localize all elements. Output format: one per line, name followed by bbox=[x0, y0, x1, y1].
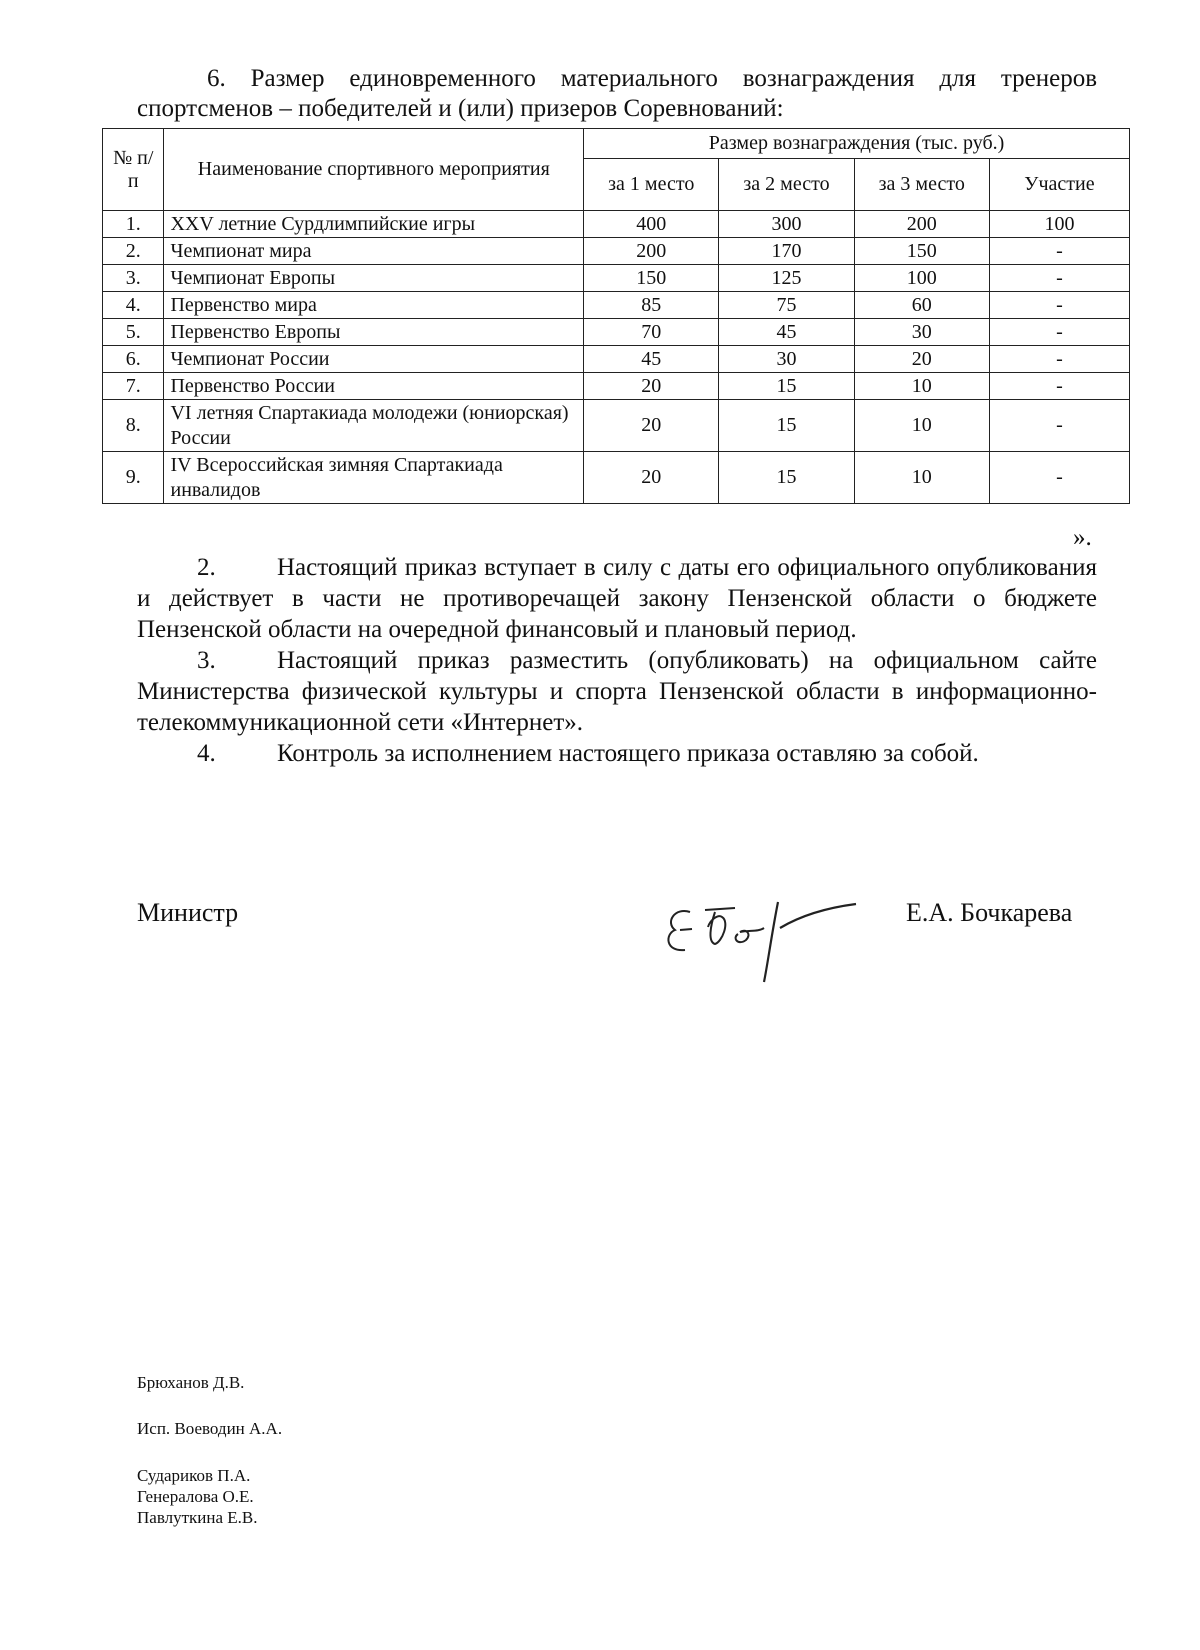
row-num: 9. bbox=[103, 452, 164, 504]
row-place-2: 15 bbox=[719, 452, 854, 504]
signatory-title: Министр bbox=[137, 898, 239, 927]
footer-line-1: Брюханов Д.В. bbox=[137, 1373, 245, 1392]
header-event-name: Наименование спортивного мероприятия bbox=[164, 129, 584, 211]
row-place-2: 300 bbox=[719, 211, 854, 238]
row-place-3: 30 bbox=[854, 319, 989, 346]
row-place-1: 200 bbox=[584, 238, 719, 265]
table-row bbox=[103, 373, 1130, 400]
row-place-2: 15 bbox=[719, 400, 854, 452]
row-event: Чемпионат Европы bbox=[164, 265, 584, 292]
row-place-1: 20 bbox=[584, 400, 719, 452]
row-place-2: 125 bbox=[719, 265, 854, 292]
row-participation: - bbox=[989, 373, 1129, 400]
table-row bbox=[103, 400, 1130, 452]
row-participation: - bbox=[989, 400, 1129, 452]
row-place-2: 45 bbox=[719, 319, 854, 346]
row-place-3: 60 bbox=[854, 292, 989, 319]
row-place-1: 20 bbox=[584, 373, 719, 400]
order-item-2 bbox=[137, 552, 1097, 645]
footer-executor: Исп. Воеводин А.А. bbox=[137, 1419, 283, 1438]
signatory-name: Е.А. Бочкарева bbox=[906, 898, 1073, 927]
header-place-2: за 2 место bbox=[719, 159, 854, 211]
section-6-intro: 6. Размер единовременного материального вознаграждения для тренеров спортсменов – победителей и (или) призеров Соревнований: bbox=[137, 65, 1097, 122]
row-event: Первенство России bbox=[164, 373, 584, 400]
row-participation: - bbox=[989, 265, 1129, 292]
approver-name: Генералова О.Е. bbox=[137, 1487, 254, 1506]
row-num: 6. bbox=[103, 346, 164, 373]
row-place-2: 170 bbox=[719, 238, 854, 265]
item-number: 2. bbox=[197, 554, 216, 581]
row-participation: - bbox=[989, 238, 1129, 265]
order-item-4 bbox=[137, 738, 1097, 769]
approver-name: Павлуткина Е.В. bbox=[137, 1508, 258, 1527]
row-place-3: 100 bbox=[854, 265, 989, 292]
header-award-group: Размер вознаграждения (тыс. руб.) bbox=[584, 129, 1130, 159]
row-event: XXV летние Сурдлимпийские игры bbox=[164, 211, 584, 238]
header-place-3: за 3 место bbox=[854, 159, 989, 211]
row-place-3: 10 bbox=[854, 400, 989, 452]
row-participation: - bbox=[989, 346, 1129, 373]
row-place-1: 150 bbox=[584, 265, 719, 292]
item-text: Настоящий приказ разместить (опубликовать) на официальном сайте Министерства физической культуры и спорта Пензенской области в информационно-телекоммуникационной сети «Интернет». bbox=[137, 647, 1097, 736]
row-place-3: 200 bbox=[854, 211, 989, 238]
row-num: 5. bbox=[103, 319, 164, 346]
row-num: 4. bbox=[103, 292, 164, 319]
order-items bbox=[137, 552, 1097, 769]
row-place-1: 400 bbox=[584, 211, 719, 238]
header-num: № п/п bbox=[103, 129, 164, 211]
row-event: Чемпионат России bbox=[164, 346, 584, 373]
order-item-3 bbox=[137, 645, 1097, 738]
header-participation: Участие bbox=[989, 159, 1129, 211]
row-place-3: 20 bbox=[854, 346, 989, 373]
row-place-1: 45 bbox=[584, 346, 719, 373]
item-number: 3. bbox=[197, 647, 216, 674]
row-place-3: 150 bbox=[854, 238, 989, 265]
row-place-3: 10 bbox=[854, 373, 989, 400]
table-row bbox=[103, 238, 1130, 265]
item-text: Контроль за исполнением настоящего приказа оставляю за собой. bbox=[277, 740, 979, 767]
row-participation: 100 bbox=[989, 211, 1129, 238]
table-row bbox=[103, 346, 1130, 373]
table-row bbox=[103, 211, 1130, 238]
row-num: 1. bbox=[103, 211, 164, 238]
row-participation: - bbox=[989, 319, 1129, 346]
row-place-1: 85 bbox=[584, 292, 719, 319]
item-text: Настоящий приказ вступает в силу с даты его официального опубликования и действует в части не противоречащей закону Пензенской области о бюджете Пензенской области на очередной финансовый и плановый период. bbox=[137, 554, 1097, 643]
approver-name: Судариков П.А. bbox=[137, 1466, 251, 1485]
handwritten-signature bbox=[660, 872, 880, 992]
awards-table bbox=[102, 128, 1130, 504]
row-event: Первенство Европы bbox=[164, 319, 584, 346]
table-row bbox=[103, 319, 1130, 346]
row-place-1: 70 bbox=[584, 319, 719, 346]
row-place-3: 10 bbox=[854, 452, 989, 504]
row-event: Чемпионат мира bbox=[164, 238, 584, 265]
row-num: 2. bbox=[103, 238, 164, 265]
row-event: VI летняя Спартакиада молодежи (юниорская) России bbox=[164, 400, 584, 452]
closing-quote: ». bbox=[1073, 524, 1092, 551]
table-row bbox=[103, 292, 1130, 319]
row-place-1: 20 bbox=[584, 452, 719, 504]
row-num: 3. bbox=[103, 265, 164, 292]
row-participation: - bbox=[989, 452, 1129, 504]
footer-approvers bbox=[137, 1465, 258, 1528]
row-place-2: 75 bbox=[719, 292, 854, 319]
row-place-2: 15 bbox=[719, 373, 854, 400]
row-event: IV Всероссийская зимняя Спартакиада инвалидов bbox=[164, 452, 584, 504]
item-number: 4. bbox=[197, 740, 216, 767]
row-num: 8. bbox=[103, 400, 164, 452]
header-place-1: за 1 место bbox=[584, 159, 719, 211]
row-num: 7. bbox=[103, 373, 164, 400]
table-row bbox=[103, 265, 1130, 292]
row-participation: - bbox=[989, 292, 1129, 319]
table-row bbox=[103, 452, 1130, 504]
row-place-2: 30 bbox=[719, 346, 854, 373]
row-event: Первенство мира bbox=[164, 292, 584, 319]
